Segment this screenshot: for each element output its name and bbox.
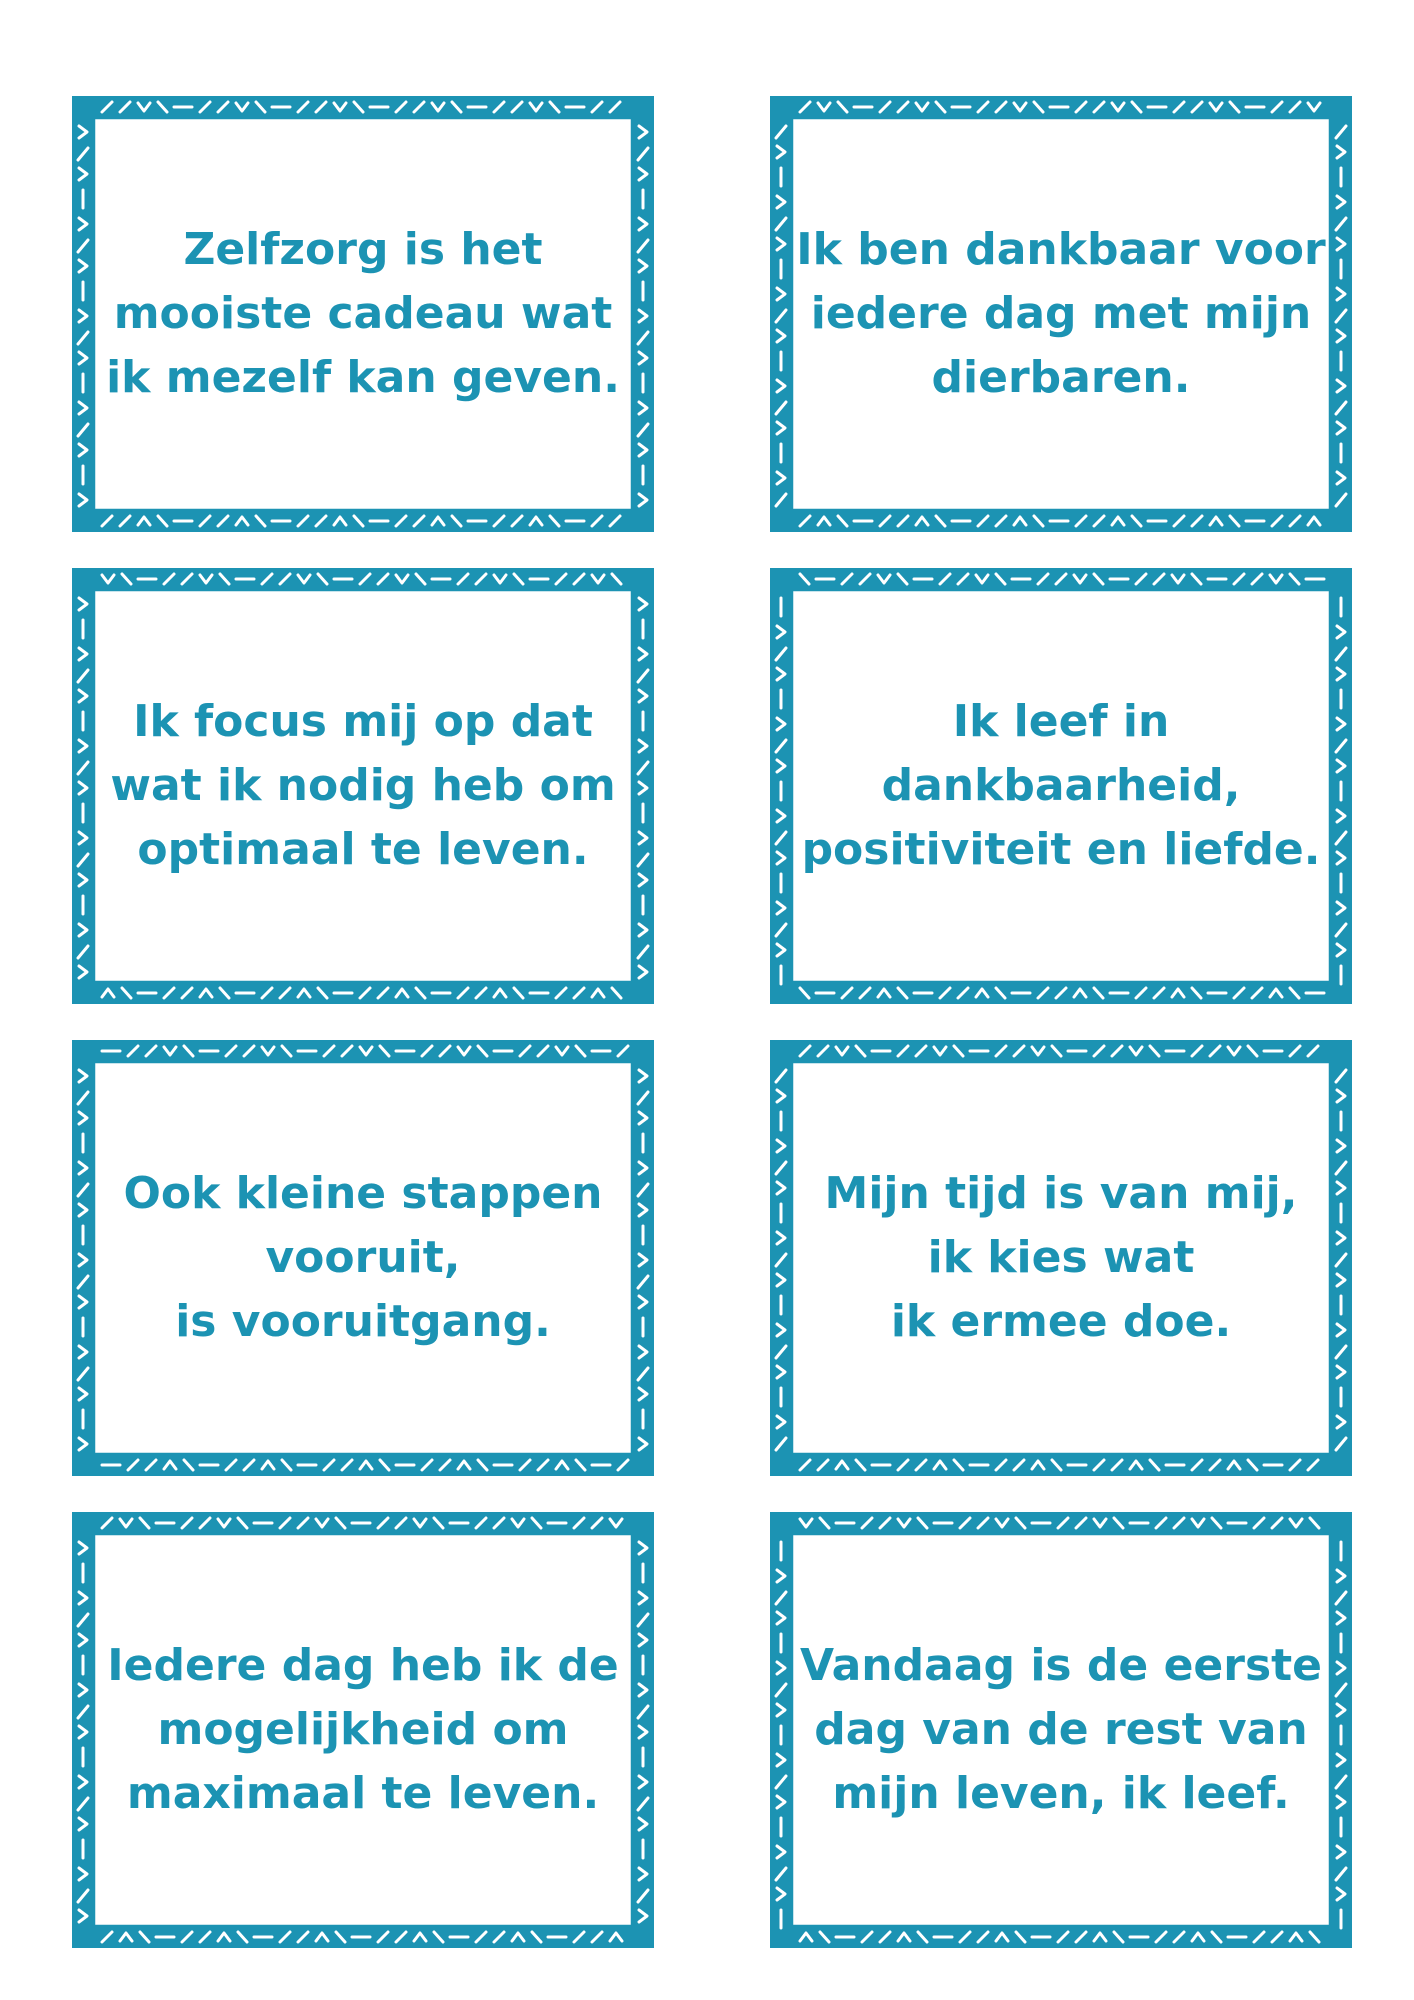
affirmation-card-7	[72, 1512, 654, 1948]
card-text-line: positiviteit en liefde.	[801, 824, 1321, 875]
card-text-line: vooruit,	[265, 1232, 461, 1283]
affirmation-card-2	[770, 96, 1352, 532]
card-text-line: Iedere dag heb ik de	[107, 1640, 619, 1691]
card-text	[798, 96, 1324, 532]
card-text-line: ik mezelf kan geven.	[106, 352, 620, 403]
card-text	[100, 96, 626, 532]
card-text-line: dankbaarheid,	[881, 760, 1241, 811]
card-text-line: Mijn tijd is van mij,	[824, 1168, 1298, 1219]
card-text-line: mogelijkheid om	[157, 1704, 569, 1755]
card-text-line: ik kies wat	[927, 1232, 1195, 1283]
affirmation-card-1	[72, 96, 654, 532]
card-text	[100, 1040, 626, 1476]
card-text-line: mooiste cadeau wat	[113, 288, 613, 339]
card-text	[798, 1040, 1324, 1476]
affirmation-card-4	[770, 568, 1352, 1004]
affirmation-card-3	[72, 568, 654, 1004]
card-text	[100, 568, 626, 1004]
card-text-line: maximaal te leven.	[126, 1768, 600, 1819]
card-text-line: Ik leef in	[952, 696, 1170, 747]
card-text-line: Vandaag is de eerste	[799, 1640, 1323, 1691]
card-text-line: dierbaren.	[931, 352, 1191, 403]
card-text-line: dag van de rest van	[814, 1704, 1308, 1755]
card-text-line: iedere dag met mijn	[810, 288, 1312, 339]
card-text-line: ik ermee doe.	[890, 1296, 1232, 1347]
affirmation-card-6	[770, 1040, 1352, 1476]
card-text-line: Ik focus mij op dat	[133, 696, 593, 747]
card-text	[798, 1512, 1324, 1948]
card-text	[798, 568, 1324, 1004]
card-text-line: mijn leven, ik leef.	[832, 1768, 1290, 1819]
card-text-line: Ik ben dankbaar voor	[796, 224, 1326, 275]
card-text-line: is vooruitgang.	[175, 1296, 551, 1347]
affirmation-card-5	[72, 1040, 654, 1476]
card-text-line: optimaal te leven.	[137, 824, 589, 875]
card-text-line: Zelfzorg is het	[183, 224, 543, 275]
card-text	[100, 1512, 626, 1948]
affirmation-card-8	[770, 1512, 1352, 1948]
card-text-line: wat ik nodig heb om	[110, 760, 616, 811]
card-text-line: Ook kleine stappen	[123, 1168, 603, 1219]
